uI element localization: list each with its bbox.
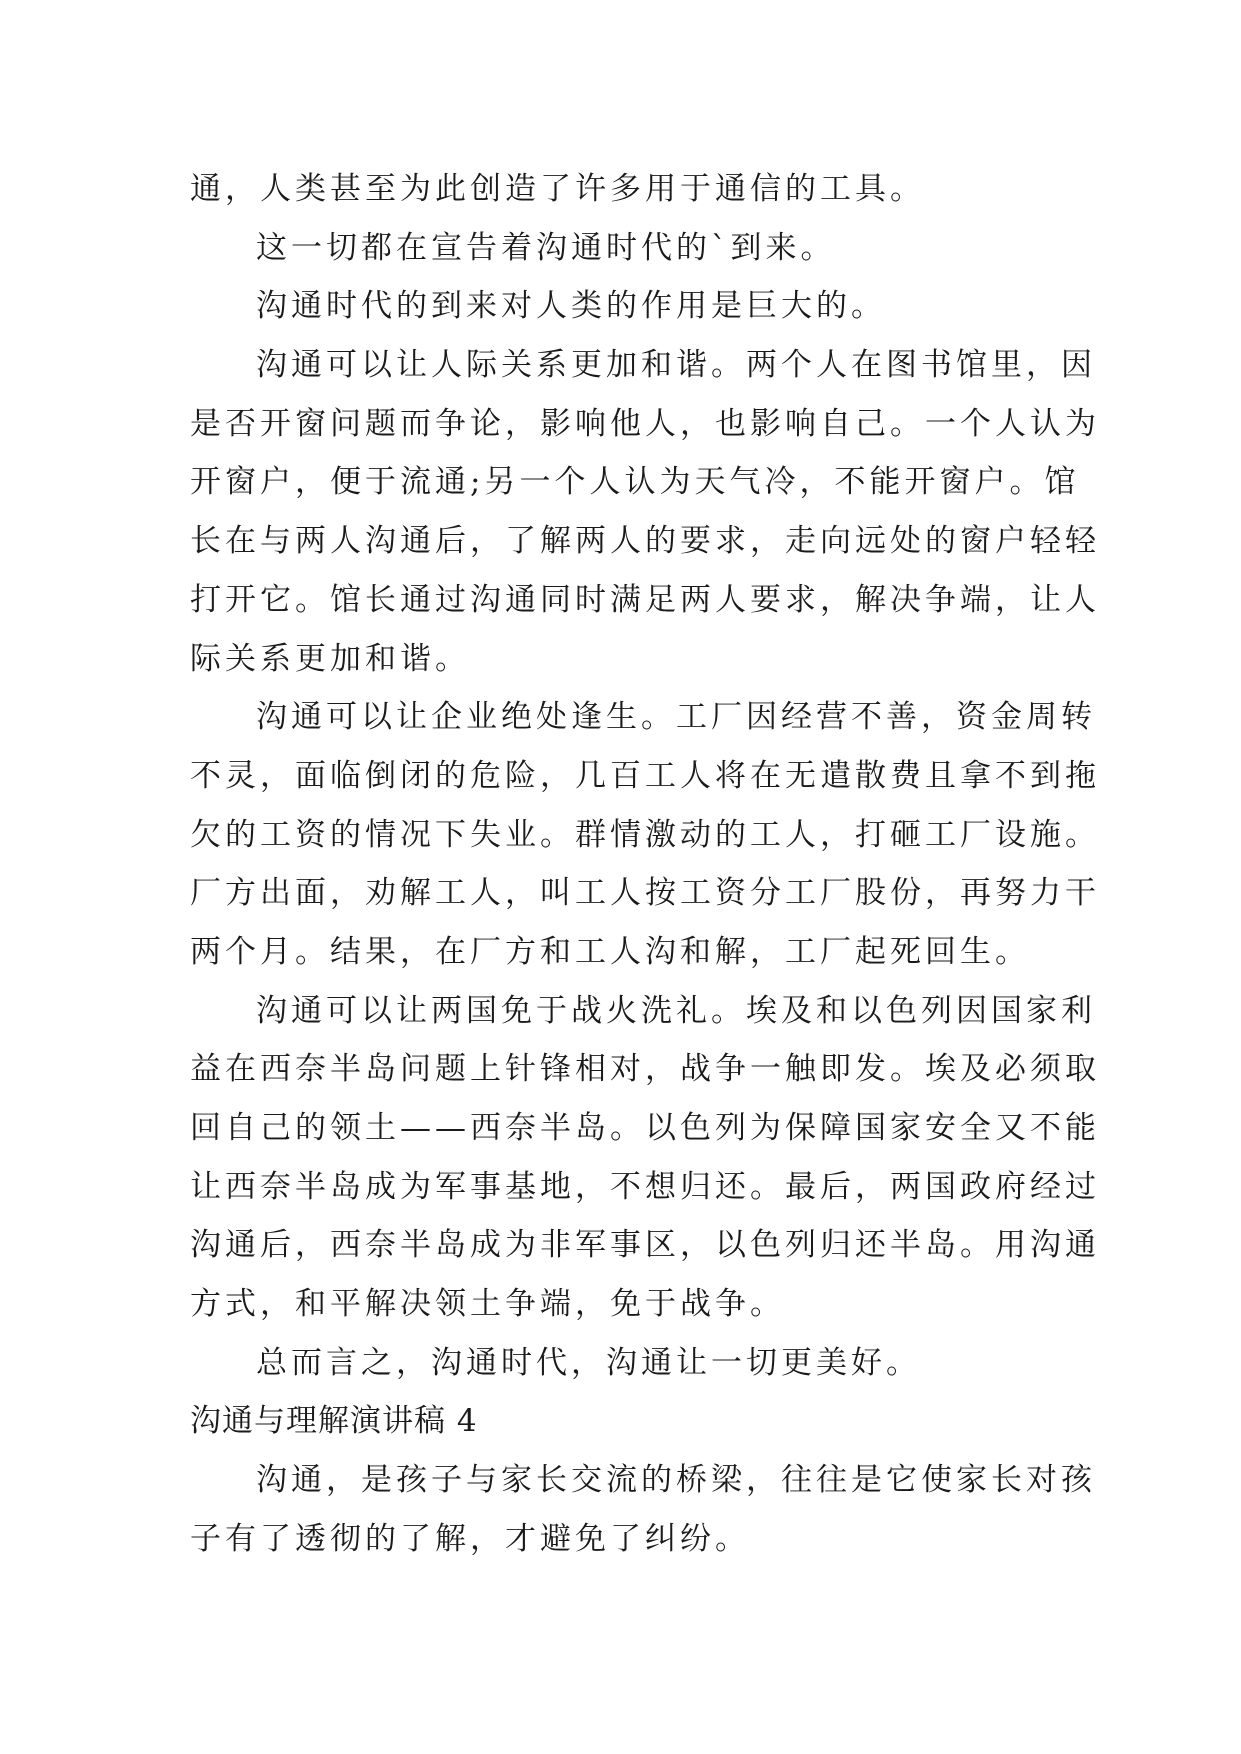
text-line: 两个月。结果，在厂方和工人沟和解，工厂起死回生。 [190,933,1030,970]
text-line: 际关系更加和谐。 [190,640,470,677]
text-line: 沟通时代的到来对人类的作用是巨大的。 [256,288,886,325]
text-line: 沟通后，西奈半岛成为非军事区，以色列归还半岛。用沟通 [190,1227,1100,1264]
text-line: 通，人类甚至为此创造了许多用于通信的工具。 [190,171,925,207]
text-line: 打开它。馆长通过沟通同时满足两人要求，解决争端，让人 [190,581,1100,618]
text-line: 沟通可以让人际关系更加和谐。两个人在图书馆里，因 [256,347,1096,384]
text-line: 沟通可以让两国免于战火洗礼。埃及和以色列因国家利 [256,992,1096,1029]
text-line: 子有了透彻的了解，才避免了纠纷。 [190,1520,750,1557]
document-body [190,160,1100,1569]
text-line: 方式，和平解决领土争端，免于战争。 [190,1286,785,1323]
text-line: 让西奈半岛成为军事基地，不想归还。最后，两国政府经过 [190,1168,1100,1205]
text-line: 长在与两人沟通后，了解两人的要求，走向远处的窗户轻轻 [190,523,1100,560]
text-line: 回自己的领土——西奈半岛。以色列为保障国家安全又不能 [190,1110,1100,1146]
text-line: 是否开窗问题而争论，影响他人，也影响自己。一个人认为 [190,405,1100,442]
text-line: 开窗户，便于流通;另一个人认为天气冷，不能开窗户。馆 [190,464,1080,501]
text-line: 沟通，是孩子与家长交流的桥梁，往往是它使家长对孩 [256,1462,1096,1499]
text-line: 沟通可以让企业绝处逢生。工厂因经营不善，资金周转 [256,699,1096,736]
text-line: 厂方出面，劝解工人，叫工人按工资分工厂股份，再努力干 [190,875,1100,912]
text-line: 益在西奈半岛问题上针锋相对，战争一触即发。埃及必须取 [190,1051,1100,1088]
text-line: 这一切都在宣告着沟通时代的`到来。 [256,229,836,266]
text-line: 总而言之，沟通时代，沟通让一切更美好。 [256,1344,921,1381]
text-line: 欠的工资的情况下失业。群情激动的工人，打砸工厂设施。 [190,816,1100,853]
section-heading: 沟通与理解演讲稿 4 [190,1403,478,1440]
text-line: 不灵，面临倒闭的危险，几百工人将在无遣散费且拿不到拖 [190,757,1100,794]
